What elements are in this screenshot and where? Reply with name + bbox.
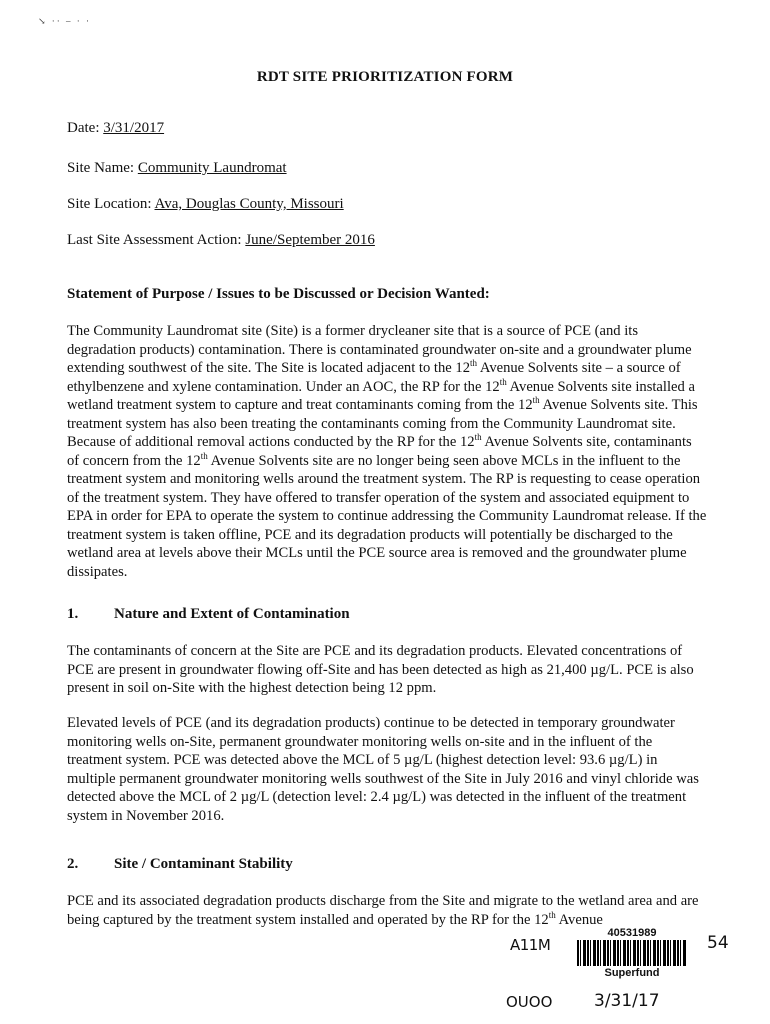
site-name-field [67, 160, 287, 177]
date-label: Date: [67, 120, 100, 136]
superfund-barcode-stamp [577, 927, 687, 979]
barcode-label: Superfund [604, 967, 660, 979]
form-title: RDT SITE PRIORITIZATION FORM [256, 69, 514, 85]
purpose-heading: Statement of Purpose / Issues to be Discussed or Decision Wanted: [67, 286, 490, 302]
section2-number: 2. [67, 856, 79, 872]
barcode-number: 40531989 [607, 927, 657, 939]
section2-paragraph-1: PCE and its associated degradation products discharge from the Site and migrate to the wetland area and are being captured by the treatment system installed and operated by the RP for the 12th Avenue [67, 893, 699, 928]
site-location-field [67, 196, 344, 213]
section1-heading [67, 606, 350, 623]
date-field [67, 120, 164, 137]
last-action-label: Last Site Assessment Action: [67, 232, 242, 248]
section1-paragraph-1: The contaminants of concern at the Site are PCE and its degradation products. Elevated concentrations of PCE are present in groundwater flowing off-Site and has been detected as high as 21,400 µg/L. PCE is also present in soil on-Site with the highest detection being 12 ppm. [67, 643, 694, 696]
handwritten-initials: A11M [510, 936, 551, 954]
site-name-value: Community Laundromat [137, 160, 287, 176]
purpose-paragraph: The Community Laundromat site (Site) is a former drycleaner site that is a source of PCE (and its degradation products) contamination. There is contaminated groundwater on-site and a groundwater plume extending southwest of the site. The Site is located adjacent to the 12th Avenue Solvents site – a source of ethylbenzene and xylene contamination. Under an AOC, the RP for the 12th Avenue Solvents site installed a wetland treatment system to capture and treat contaminants coming from the 12th Avenue Solvents site. This treatment system has also been treating the contaminants coming from the Community Laundromat site. Because of additional removal actions conducted by the RP for the 12th Avenue Solvents site, contaminants of concern from the 12th Avenue Solvents site are no longer being seen above MCLs in the influent to the treatment system and monitoring wells around the treatment system. The RP is requesting to cease operation of the treatment system. They have offered to transfer operation of the system and associated equipment to EPA in order for EPA to operate the system to continue addressing the Community Laundromat release. If the treatment system is taken offline, PCE and its degradation products will potentially be discharged to the wetland area at levels above their MCLs until the PCE source area is removed and the groundwater plume dissipates. [67, 323, 707, 580]
handwritten-date: 3/31/17 [594, 991, 660, 1011]
section1-title: Nature and Extent of Contamination [114, 606, 350, 622]
section2-title: Site / Contaminant Stability [114, 856, 293, 872]
site-location-label: Site Location: [67, 196, 152, 212]
handwritten-code: OUOO [506, 993, 553, 1011]
site-location-value: Ava, Douglas County, Missouri [154, 196, 344, 212]
handwritten-page-number: 54 [707, 933, 729, 953]
date-value: 3/31/2017 [103, 120, 165, 136]
barcode-icon [577, 940, 687, 966]
section1-paragraph-2: Elevated levels of PCE (and its degradation products) continue to be detected in temporary groundwater monitoring wells on-Site, permanent groundwater monitoring wells on-site and in the influent of the treatment system. PCE was detected above the MCL of 5 µg/L (highest detection level: 93.6 µg/L) in multiple permanent groundwater monitoring wells southwest of the Site in July 2016 and vinyl chloride was detected above the MCL of 2 µg/L (detection level: 2.4 µg/L) was detected in the influent of the treatment system in November 2016. [67, 715, 699, 824]
section1-number: 1. [67, 606, 79, 622]
last-action-value: June/September 2016 [245, 232, 375, 248]
last-action-field [67, 232, 375, 249]
section2-heading [67, 856, 293, 873]
scan-mark: ↘ ·· ‒ · · [38, 16, 92, 26]
site-name-label: Site Name: [67, 160, 135, 176]
